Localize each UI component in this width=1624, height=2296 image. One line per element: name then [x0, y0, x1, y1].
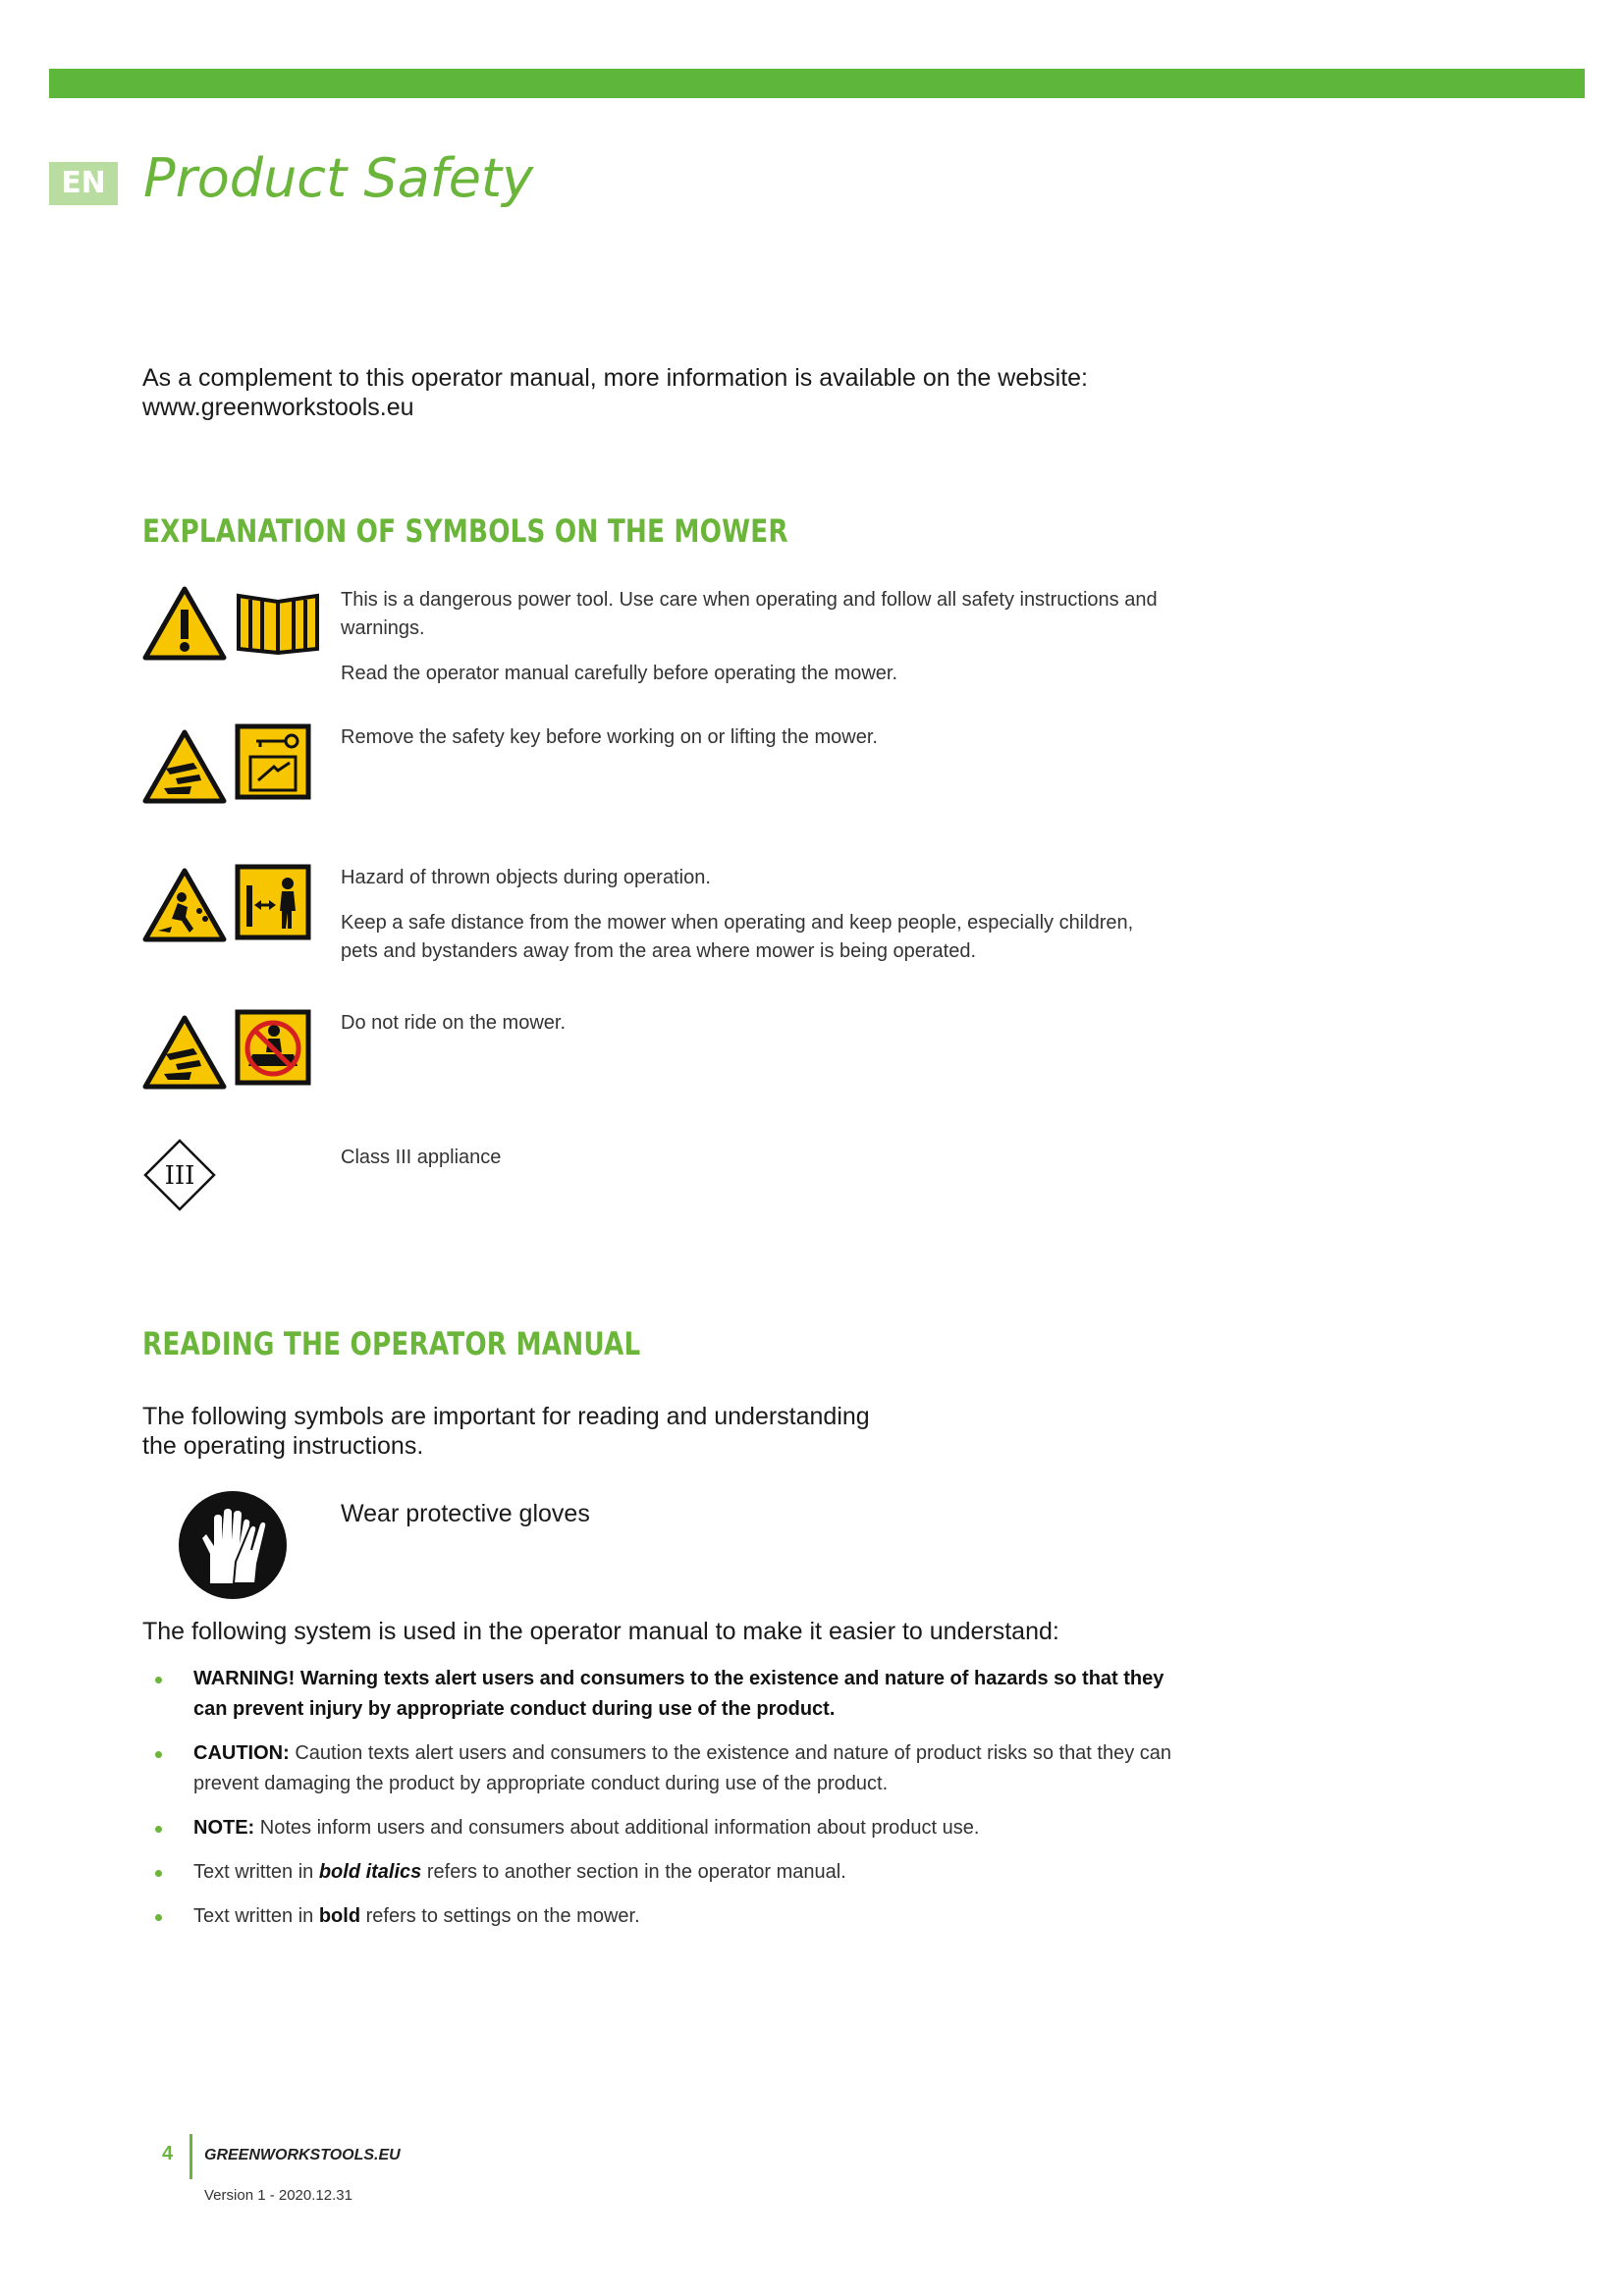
- list-item: [142, 1901, 1173, 1932]
- bullet-dot: [155, 1751, 162, 1758]
- no-riding-icon: [235, 1009, 311, 1086]
- symbol-description: [341, 1009, 1175, 1054]
- warning-triangle-icon: [142, 586, 227, 661]
- reading-heading: READING THE OPERATOR MANUAL: [142, 1325, 641, 1362]
- symbol-text: Do not ride on the mower.: [341, 1012, 567, 1034]
- warning-lead: WARNING!: [193, 1668, 296, 1689]
- intro-line: As a complement to this operator manual, more information is available on the website:: [142, 364, 1088, 392]
- manual-book-icon: [235, 590, 321, 655]
- blade-hazard-icon: [142, 1015, 227, 1090]
- item-pre: Text written in: [193, 1905, 319, 1927]
- protective-gloves-icon: [177, 1489, 289, 1601]
- warning-text: Warning texts alert users and consumers to the existence and nature of hazards so that they can prevent injury by appropriate conduct during use of the product.: [193, 1668, 1164, 1720]
- symbol-text: Class III appliance: [341, 1147, 502, 1168]
- symbol-description: [341, 864, 1175, 983]
- caution-lead: CAUTION:: [193, 1742, 290, 1764]
- top-accent-bar: [49, 69, 1585, 98]
- bold-italics-example: bold italics: [318, 1861, 422, 1883]
- blade-hazard-icon: [142, 729, 227, 804]
- footer-site-link[interactable]: GREENWORKSTOOLS.EU: [204, 2147, 401, 2163]
- convention-list: [142, 1664, 1173, 1946]
- safe-distance-icon: [235, 864, 311, 940]
- system-intro: The following system is used in the operator manual to make it easier to understand:: [142, 1618, 1059, 1645]
- bullet-dot: [155, 1677, 162, 1683]
- symbol-text: This is a dangerous power tool. Use care when operating and follow all safety instructions and warnings.: [341, 589, 1158, 639]
- language-badge: EN: [49, 162, 118, 205]
- note-lead: NOTE:: [193, 1817, 255, 1839]
- class-iii-icon: [142, 1138, 217, 1212]
- item-pre: Text written in: [193, 1861, 319, 1883]
- reading-intro-line: the operating instructions.: [142, 1432, 424, 1460]
- bullet-dot: [155, 1870, 162, 1877]
- list-item: [142, 1738, 1173, 1799]
- symbol-description: [341, 1144, 1175, 1189]
- note-text: Notes inform users and consumers about additional information about product use.: [254, 1817, 980, 1839]
- footer-version: Version 1 - 2020.12.31: [204, 2187, 352, 2204]
- page-title: Product Safety: [143, 147, 534, 209]
- item-post: refers to settings on the mower.: [360, 1905, 640, 1927]
- intro-paragraph: [142, 363, 1272, 422]
- reading-intro: [142, 1402, 1026, 1461]
- website-link[interactable]: www.greenworkstools.eu: [142, 394, 414, 421]
- thrown-objects-icon: [142, 868, 227, 942]
- reading-intro-line: The following symbols are important for reading and understanding: [142, 1403, 870, 1430]
- symbol-text: Keep a safe distance from the mower when operating and keep people, especially children, pets and bystanders away from the area where mower is being operated.: [341, 912, 1134, 962]
- symbols-heading: EXPLANATION OF SYMBOLS ON THE MOWER: [142, 512, 788, 550]
- bold-example: bold: [318, 1905, 361, 1927]
- page-number: 4: [162, 2143, 174, 2164]
- list-item: [142, 1857, 1173, 1888]
- class-iii-label: III: [164, 1161, 195, 1191]
- caution-text: Caution texts alert users and consumers to the existence and nature of product risks so that they can prevent damaging the product by appropriate conduct during use of the product.: [193, 1742, 1172, 1794]
- footer-divider: [189, 2134, 192, 2179]
- symbol-text: Remove the safety key before working on or lifting the mower.: [341, 726, 878, 748]
- gloves-label: Wear protective gloves: [341, 1500, 590, 1527]
- bullet-dot: [155, 1826, 162, 1833]
- remove-key-icon: [235, 723, 311, 800]
- symbol-text: Hazard of thrown objects during operation.: [341, 867, 711, 888]
- bullet-dot: [155, 1914, 162, 1921]
- item-post: refers to another section in the operator manual.: [421, 1861, 846, 1883]
- symbol-description: [341, 586, 1175, 705]
- symbol-text: Read the operator manual carefully before operating the mower.: [341, 663, 898, 684]
- symbol-description: [341, 723, 1175, 769]
- list-item: [142, 1813, 1173, 1843]
- list-item: [142, 1664, 1173, 1725]
